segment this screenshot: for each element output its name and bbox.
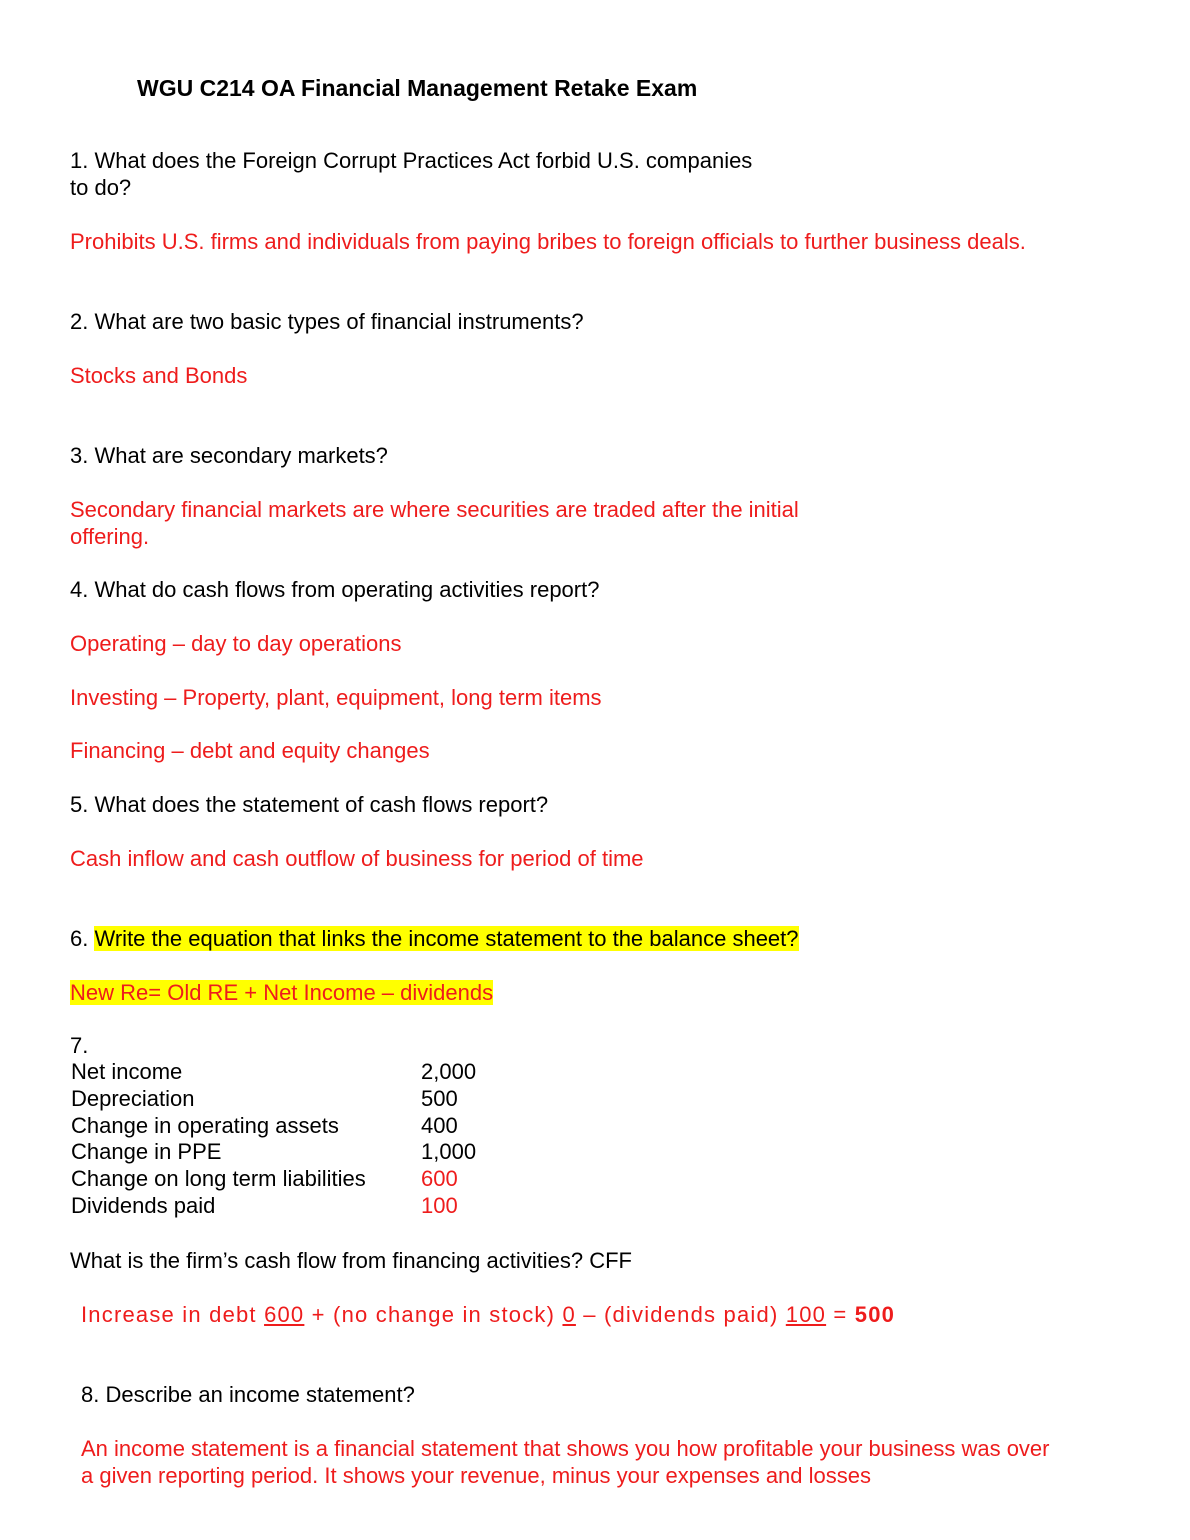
question-2: 2. What are two basic types of financial instruments? xyxy=(70,309,584,334)
answer-6 xyxy=(70,979,493,1006)
answer-7-part-2: + (no change in stock) xyxy=(304,1302,563,1327)
row-value-depreciation: 500 xyxy=(421,1086,458,1111)
answer-7-debt-value: 600 xyxy=(264,1302,305,1327)
document-title: WGU C214 OA Financial Management Retake Exam xyxy=(137,75,698,101)
answer-7-part-4: = xyxy=(826,1302,855,1327)
question-8: 8. Describe an income statement? xyxy=(81,1382,415,1407)
answer-6-highlighted-text: New Re= Old RE + Net Income – dividends xyxy=(70,980,494,1005)
row-value-operating-assets: 400 xyxy=(421,1113,458,1138)
question-6 xyxy=(70,925,799,952)
answer-7-dividends-value: 100 xyxy=(785,1302,827,1327)
answer-1: Prohibits U.S. firms and individuals from paying bribes to foreign officials to further business deals. xyxy=(70,229,1026,254)
answer-4-financing: Financing – debt and equity changes xyxy=(70,738,430,763)
answer-3-line-1: Secondary financial markets are where securities are traded after the initial xyxy=(70,497,799,522)
answer-4-investing: Investing – Property, plant, equipment, long term items xyxy=(70,685,602,710)
row-label-long-term-liabilities: Change on long term liabilities xyxy=(71,1166,366,1191)
answer-3-line-2: offering. xyxy=(70,524,150,549)
question-4: 4. What do cash flows from operating activities report? xyxy=(70,577,600,602)
row-label-net-income: Net income xyxy=(71,1059,183,1084)
row-label-dividends-paid: Dividends paid xyxy=(71,1193,216,1218)
answer-7 xyxy=(81,1301,895,1328)
answer-4-operating: Operating – day to day operations xyxy=(70,631,402,656)
answer-7-part-1: Increase in debt xyxy=(81,1302,265,1327)
answer-8-line-2: a given reporting period. It shows your revenue, minus your expenses and losses xyxy=(81,1463,871,1488)
question-6-number: 6. xyxy=(70,926,89,951)
question-7-number: 7. xyxy=(70,1033,89,1058)
row-value-ppe: 1,000 xyxy=(421,1139,477,1164)
question-6-highlighted-text: Write the equation that links the income statement to the balance sheet? xyxy=(94,926,799,951)
question-3: 3. What are secondary markets? xyxy=(70,443,388,468)
question-1-line-1: 1. What does the Foreign Corrupt Practices Act forbid U.S. companies xyxy=(70,148,753,173)
row-value-dividends-paid: 100 xyxy=(421,1193,458,1218)
question-7: What is the firm’s cash flow from financing activities? CFF xyxy=(70,1248,632,1273)
question-5: 5. What does the statement of cash flows report? xyxy=(70,792,549,817)
answer-7-result: 500 xyxy=(854,1302,896,1327)
answer-7-part-3: – (dividends paid) xyxy=(575,1302,786,1327)
answer-5: Cash inflow and cash outflow of business for period of time xyxy=(70,846,644,871)
answer-7-stock-value: 0 xyxy=(562,1302,576,1327)
answer-2: Stocks and Bonds xyxy=(70,363,248,388)
row-value-long-term-liabilities: 600 xyxy=(421,1166,458,1191)
row-label-depreciation: Depreciation xyxy=(71,1086,195,1111)
row-label-ppe: Change in PPE xyxy=(71,1139,222,1164)
row-value-net-income: 2,000 xyxy=(421,1059,477,1084)
row-label-operating-assets: Change in operating assets xyxy=(71,1113,339,1138)
question-1-line-2: to do? xyxy=(70,175,132,200)
answer-8-line-1: An income statement is a financial statement that shows you how profitable your business was over xyxy=(81,1436,1050,1461)
